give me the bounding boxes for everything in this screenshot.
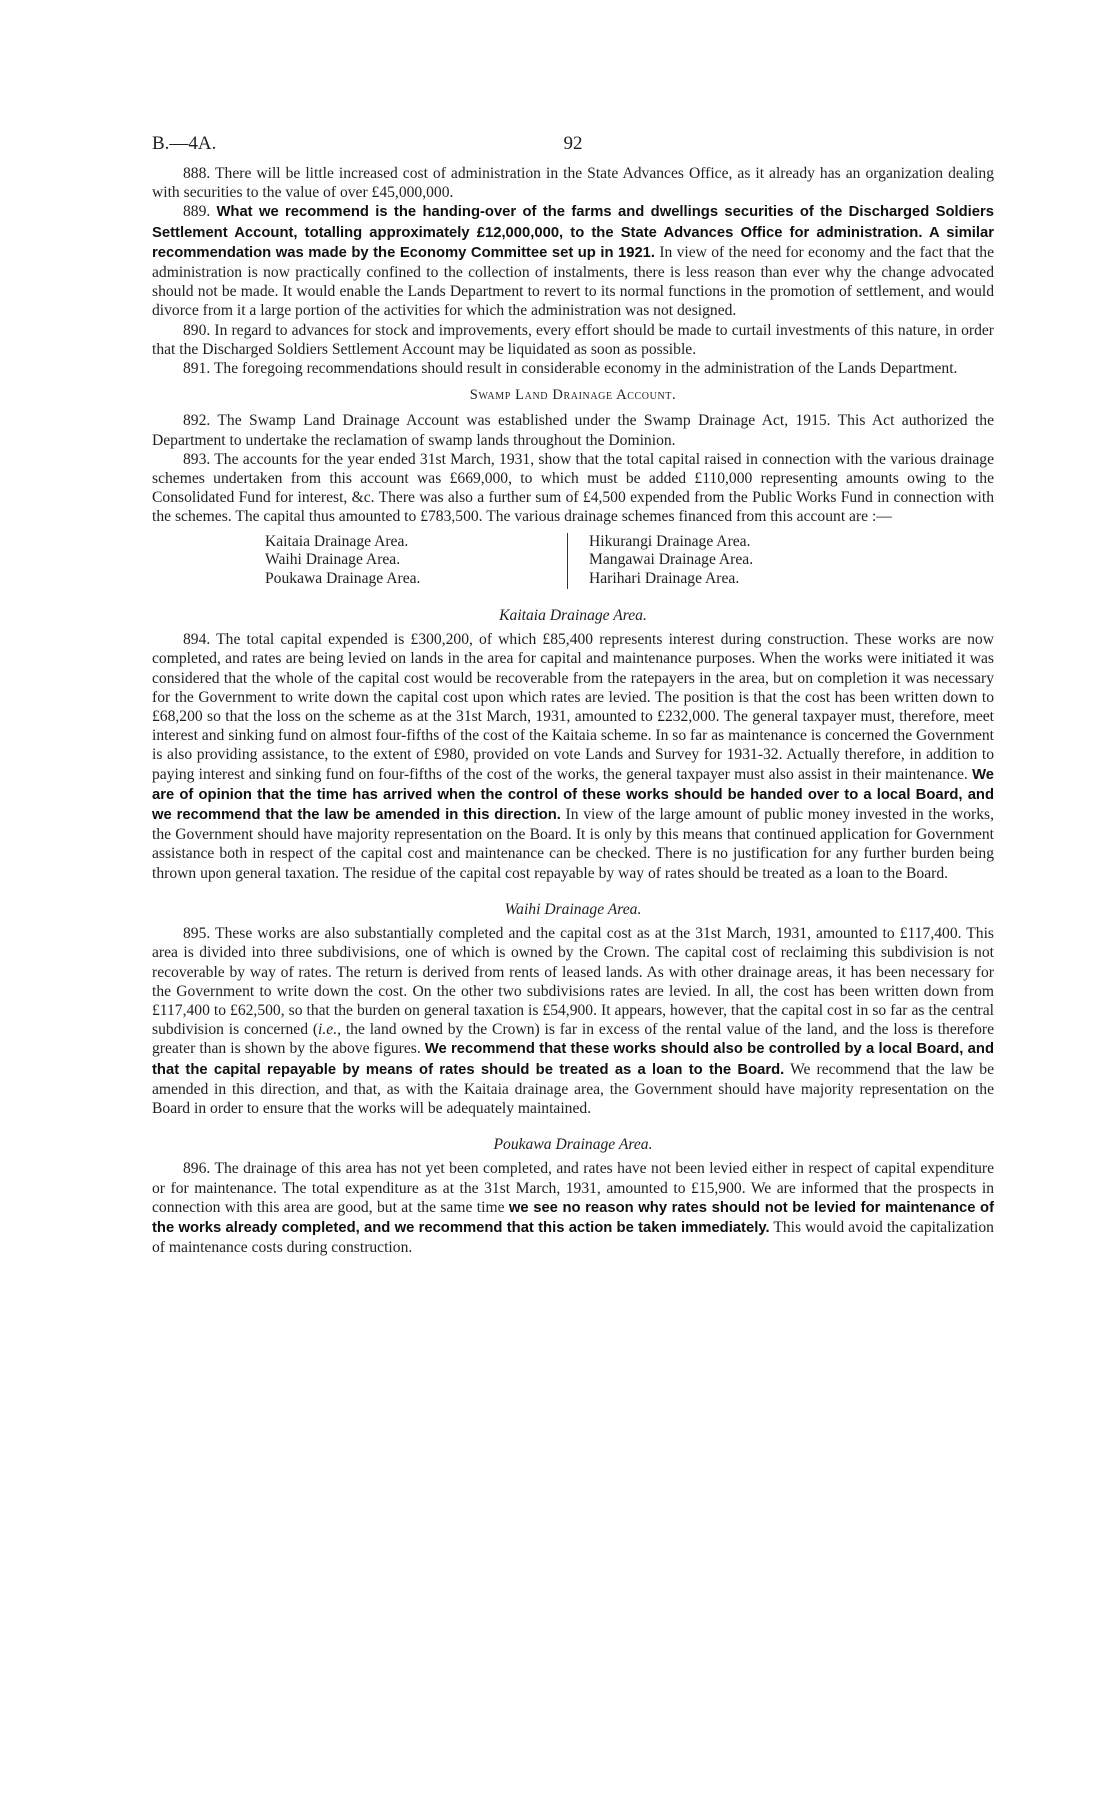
paragraph-number: 889. xyxy=(183,203,211,221)
page-number: 92 xyxy=(563,133,583,154)
list-item: Hikurangi Drainage Area. xyxy=(589,532,751,550)
report-reference: B.—4A. xyxy=(152,133,217,154)
paragraph-text: 896. The drainage of this area has not yet been completed, and rates have not been levied either in respect of capital expenditure or for maintenance. The total expenditure as at the 31st March, 1931, amounted to £15,900. We are informed that the prospects in connection with this area are good, but at the same time xyxy=(152,1160,994,1216)
paragraph-892: 892. The Swamp Land Drainage Account was established under the Swamp Drainage Act, 1915. This Act authorized the Department to undertake the reclamation of swamp lands throughout the Dominion. xyxy=(152,412,994,449)
subheading-poukawa: Poukawa Drainage Area. xyxy=(493,1136,653,1154)
areas-right-column xyxy=(567,533,881,589)
section-heading-swamp: Swamp Land Drainage Account. xyxy=(469,387,677,404)
list-item: Waihi Drainage Area. xyxy=(265,551,401,569)
drainage-areas-list xyxy=(265,533,994,589)
paragraph-889 xyxy=(152,202,994,320)
paragraph-text: In view of the need for economy and the fact that the administration is now practically confined to the collection of instalments, there is less reason than ever why the change advocated should not be made. It would enable the Lands Department to revert to its normal functions in the promotion of settlement, and would divorce from it a large portion of the activities for which the administration was not designed. xyxy=(152,243,994,320)
list-item: Mangawai Drainage Area. xyxy=(589,551,754,569)
recommendation-text: We recommend that these works should also be controlled by a local Board, and that the capital repayable by means of rates should be treated as a loan to the Board. xyxy=(152,1041,994,1078)
paragraph-896 xyxy=(152,1159,994,1257)
areas-left-column xyxy=(265,533,567,589)
page-header xyxy=(152,134,994,164)
subheading-waihi: Waihi Drainage Area. xyxy=(504,900,642,918)
paragraph-text: 894. The total capital expended is £300,200, of which £85,400 represents interest during construction. These works are now completed, and rates are being levied on lands in the area for capital and maintenance purposes. When the works were initiated it was considered that the whole of the capital cost would be recoverable from the ratepayers in the area, but on completion it was necessary for the Government to write down the capital cost upon which rates are levied. The position is that the cost has been written down to £68,200 so that the loss on the scheme as at the 31st March, 1931, amounted to £232,000. The general taxpayer must, therefore, meet interest and sinking fund on almost four-fifths of the cost of the Kaitaia scheme. In so far as maintenance is concerned the Government is also providing assistance, to the extent of £980, provided on vote Lands and Survey for 1931-32. Actually therefore, in addition to paying interest and sinking fund on four-fifths of the cost of the works, the general taxpayer must also assist in their maintenance. xyxy=(152,631,994,783)
paragraph-text: 895. These works are also substantially completed and the capital cost as at the 31st March, 1931, amounted to £117,400. This area is divided into three subdivisions, one of which is owned by the Crown. The capital cost of reclaiming this subdivision is not recoverable by way of rates. The return is derived from rents of leased lands. As with other drainage areas, it has been necessary for the Government to write down the cost. On the other two subdivisions rates are levied. In all, the cost has been written down from £117,400 to £62,500, so that the burden on general taxation is £54,900. It appears, however, that the capital cost in so far as the central subdivision is concerned ( xyxy=(152,925,994,1039)
list-item: Kaitaia Drainage Area. xyxy=(265,532,409,550)
recommendation-text: What we recommend is the handing-over of the farms and dwellings securities of the Discharged Soldiers Settlement Account, totalling approximately £12,000,000, to the State Advances Office for administration. A similar recommendation was made by the Economy Committee set up in 1921. xyxy=(152,204,995,261)
recommendation-text: we see no reason why rates should not be levied for maintenance of the works already completed, and we recommend that this action be taken immediately. xyxy=(152,1199,995,1236)
subheading-kaitaia: Kaitaia Drainage Area. xyxy=(499,607,647,625)
paragraph-text: In view of the large amount of public money invested in the works, the Government should have majority representation on the Board. It is only by this means that continued application for Government assistance both in respect of the capital cost and maintenance can be checked. There is no justification for any further burden being thrown upon general taxation. The residue of the capital cost repayable by way of rates should be treated as a loan to the Board. xyxy=(152,806,994,882)
paragraph-890: 890. In regard to advances for stock and improvements, every effort should be made to curtail investments of this nature, in order that the Discharged Soldiers Settlement Account may be liquidated as soon as possible. xyxy=(152,321,994,358)
list-item: Poukawa Drainage Area. xyxy=(265,570,421,588)
paragraph-text: the land owned by the Crown) is far in excess of the rental value of the land, and the loss is therefore greater than is shown by the above figures. xyxy=(152,1021,994,1058)
document-page xyxy=(152,134,994,1257)
list-item: Harihari Drainage Area. xyxy=(589,570,740,588)
italic-abbrev: i.e., xyxy=(318,1021,341,1039)
recommendation-text: We are of opinion that the time has arrived when the control of these works should be handed over to a local Board, and we recommend that the law be amended in this direction. xyxy=(152,766,994,824)
paragraph-893: 893. The accounts for the year ended 31st March, 1931, show that the total capital raised in connection with the various drainage schemes undertaken from this account was £669,000, to which must be added £110,000 representing amounts owing to the Consolidated Fund for interest, &c. There was also a further sum of £4,500 expended from the Public Works Fund in connection with the schemes. The capital thus amounted to £783,500. The various drainage schemes financed from this account are :— xyxy=(152,450,994,526)
paragraph-894 xyxy=(152,630,994,883)
paragraph-891: 891. The foregoing recommendations should result in considerable economy in the administration of the Lands Department. xyxy=(183,360,958,378)
paragraph-text: This would avoid the capitalization of maintenance costs during construction. xyxy=(152,1218,994,1257)
paragraph-888: 888. There will be little increased cost of administration in the State Advances Office, as it already has an organization dealing with securities to the value of over £45,000,000. xyxy=(152,165,994,202)
paragraph-895 xyxy=(152,924,994,1118)
paragraph-text: We recommend that the law be amended in this direction, and that, as with the Kaitaia drainage area, the Government should have majority representation on the Board in order to ensure that the works will be adequately maintained. xyxy=(152,1060,994,1117)
